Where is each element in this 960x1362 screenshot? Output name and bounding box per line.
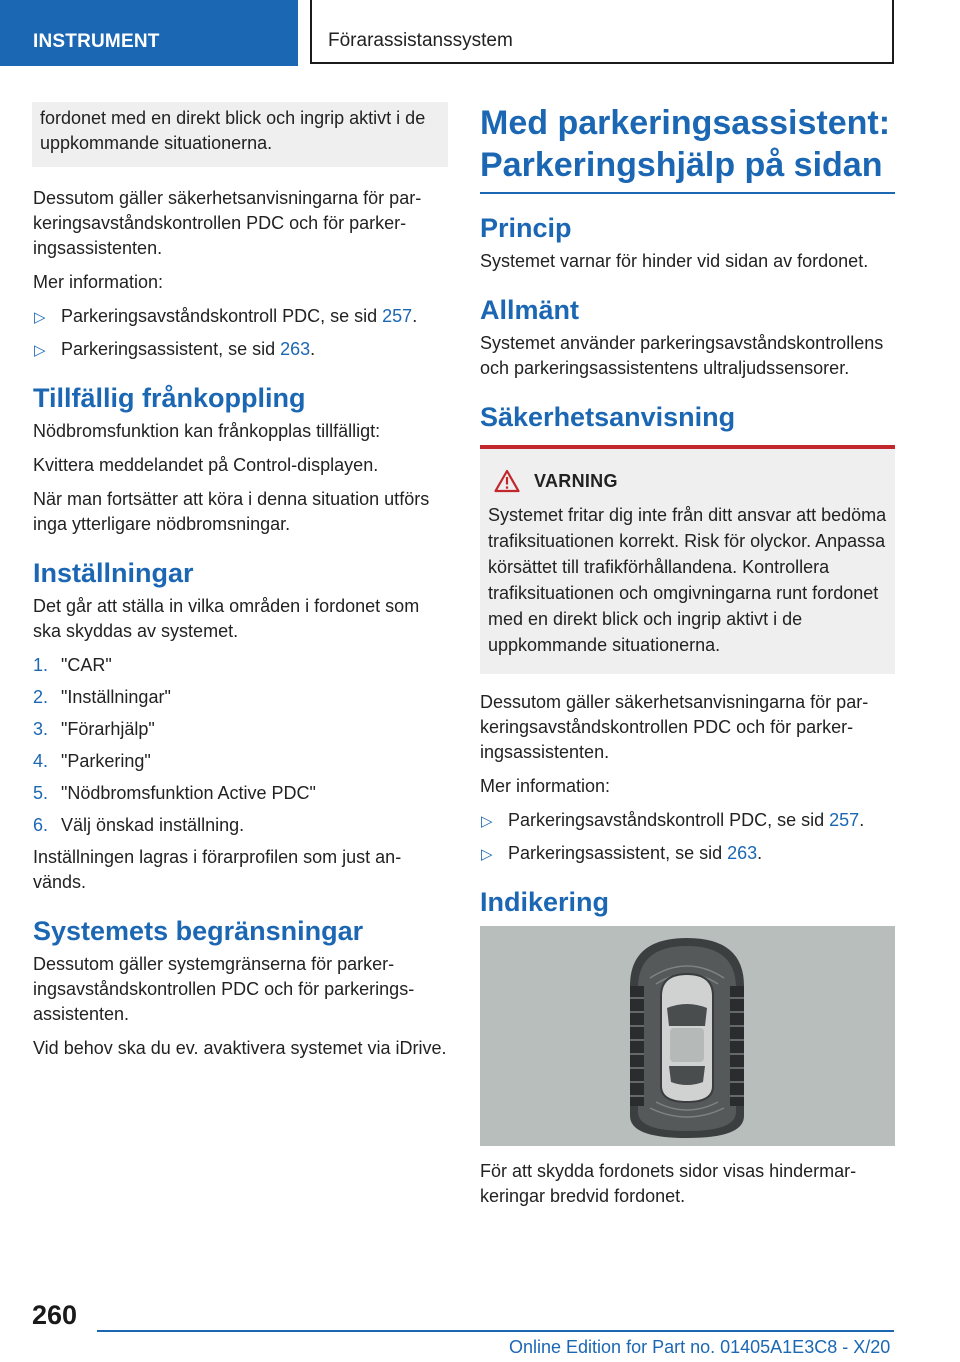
list-item: ▷ Parkeringsassistent, se sid 263.	[33, 337, 448, 362]
warning-text: Systemet fritar dig inte från ditt ansvar att bedöma trafiksituationen korrekt. Risk för olyckor. Anpassa körsättet till trafikförhållandena. Kontrollera trafiksituationen och omgivningarna runt fordonet med en direkt blick och ingrip aktivt i de uppkommande situationerna.	[488, 505, 887, 655]
car-with-side-markers-illustration	[480, 926, 895, 1146]
heading-general: Allmänt	[480, 295, 580, 325]
list-item: ▷ Parkeringsassistent, se sid 263.	[480, 841, 895, 866]
paragraph: Dessutom gäller säkerhetsanvisningarna för parkeringsavståndskontrollen PDC och för parkeringsassistenten.	[33, 188, 422, 258]
paragraph: Inställningen lagras i förarprofilen som just används.	[33, 847, 402, 892]
paragraph: För att skydda fordonets sidor visas hindermarkeringar bredvid fordonet.	[480, 1161, 857, 1206]
paragraph: Dessutom gäller systemgränserna för parkeringsavståndskontrollen PDC och för parkeringsassistenten.	[33, 954, 415, 1024]
paragraph: Det går att ställa in vilka områden i fordonet som ska skyddas av systemet.	[33, 596, 420, 641]
page-link[interactable]: 263	[727, 843, 758, 863]
heading-settings: Inställningar	[33, 558, 194, 588]
page-link[interactable]: 263	[280, 339, 311, 359]
page-link[interactable]: 257	[382, 306, 413, 326]
reference-list	[33, 304, 448, 362]
paragraph: Kvittera meddelandet på Control-displayen.	[33, 455, 379, 475]
list-item: ▷ Parkeringsavståndskontroll PDC, se sid 257.	[480, 808, 895, 833]
paragraph: Dessutom gäller säkerhetsanvisningarna för parkeringsavståndskontrollen PDC och för parkeringsassistenten.	[480, 692, 869, 762]
right-column	[480, 102, 895, 1218]
heading-temporary-deactivation: Tillfällig frånkoppling	[33, 383, 306, 413]
step-item: 1. "CAR"	[33, 655, 112, 675]
paragraph: Mer information:	[480, 776, 611, 796]
paragraph: När man fortsätter att köra i denna situation utförs inga ytterligare nödbromsningar.	[33, 489, 430, 534]
warning-continued-text: fordonet med en direkt blick och ingrip aktivt i de uppkommande situationerna.	[40, 108, 426, 153]
paragraph: Systemet varnar för hinder vid sidan av fordonet.	[480, 251, 869, 271]
left-column	[33, 102, 448, 1070]
heading-main: Med parkeringsassistent: Parkeringshjälp på sidan	[480, 102, 895, 194]
triangle-bullet-icon: ▷	[481, 846, 493, 863]
warning-box-continued	[32, 102, 448, 167]
page-header	[0, 0, 960, 66]
side-parking-display-image	[480, 926, 895, 1146]
page-link[interactable]: 257	[829, 810, 860, 830]
list-item: ▷ Parkeringsavståndskontroll PDC, se sid 257.	[33, 304, 448, 329]
section-title: INSTRUMENT	[0, 0, 298, 66]
triangle-bullet-icon: ▷	[34, 342, 46, 359]
heading-system-limits: Systemets begränsningar	[33, 916, 364, 946]
step-item: 4. "Parkering"	[33, 751, 151, 771]
step-item: 6. Välj önskad inställning.	[33, 815, 245, 835]
reference-list	[480, 808, 895, 866]
paragraph: Nödbromsfunktion kan frånkopplas tillfälligt:	[33, 421, 381, 441]
warning-box	[480, 445, 895, 674]
chapter-title: Förarassistanssystem	[310, 0, 894, 64]
paragraph: Systemet använder parkeringsavståndskontrollens och parkeringsassistentens ultraljudssensorer.	[480, 333, 884, 378]
heading-indication: Indikering	[480, 887, 610, 917]
page-number: 260	[32, 1300, 78, 1330]
step-item: 5. "Nödbromsfunktion Active PDC"	[33, 783, 316, 803]
warning-triangle-icon	[494, 469, 520, 493]
heading-safety: Säkerhetsanvisning	[480, 402, 736, 432]
step-item: 2. "Inställningar"	[33, 687, 171, 707]
footer-divider	[97, 1330, 894, 1332]
warning-title: VARNING	[488, 469, 887, 493]
settings-steps	[33, 653, 448, 838]
paragraph: Vid behov ska du ev. avaktivera systemet via iDrive.	[33, 1038, 447, 1058]
paragraph: Mer information:	[33, 272, 164, 292]
step-item: 3. "Förarhjälp"	[33, 719, 155, 739]
edition-footer: Online Edition for Part no. 01405A1E3C8 - X/20	[509, 1337, 891, 1357]
heading-principle: Princip	[480, 213, 572, 243]
triangle-bullet-icon: ▷	[34, 309, 46, 326]
triangle-bullet-icon: ▷	[481, 813, 493, 830]
